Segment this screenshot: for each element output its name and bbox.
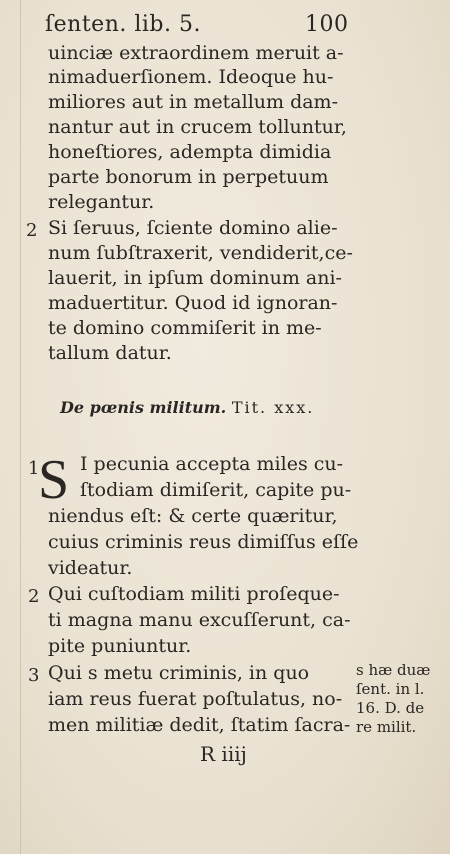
text-line: ſtodiam dimiſerit, capite pu-: [80, 479, 352, 501]
folio-number: 100: [305, 12, 349, 37]
text-line: cuius criminis reus dimiſſus eſſe: [48, 531, 359, 553]
text-line: I pecunia accepta miles cu-: [80, 453, 344, 475]
section-title-number: Tit. xxx.: [231, 398, 315, 417]
text-line: miliores aut in metallum dam-: [48, 91, 338, 113]
text-line: niendus eſt: & certe quæritur,: [48, 505, 338, 527]
page-gutter-line: [20, 0, 21, 854]
margin-note-line: ſent. in l.: [356, 680, 425, 698]
section-title: [60, 400, 314, 416]
text-line: iam reus fuerat poſtulatus, no-: [48, 688, 343, 710]
margin-note-line: re milit.: [356, 718, 417, 736]
paragraph-number: 3: [28, 665, 40, 686]
paragraph-number: 2: [26, 220, 38, 241]
text-line: honeſtiores, adempta dimidia: [48, 141, 332, 163]
drop-capital: S: [38, 449, 70, 511]
text-line: lauerit, in ipſum dominum ani-: [48, 267, 342, 289]
text-line: te domino commiſerit in me-: [48, 317, 322, 339]
text-line: maduertitur. Quod id ignoran-: [48, 292, 338, 314]
text-line: nantur aut in crucem tolluntur,: [48, 116, 347, 138]
paragraph-number: 2: [28, 586, 40, 607]
text-line: Si ſeruus, ſciente domino alie-: [48, 217, 338, 239]
text-line: pite puniuntur.: [48, 635, 192, 657]
text-line: num ſubſtraxerit, vendiderit,ce-: [48, 242, 353, 264]
section-title-text: De pœnis militum.: [60, 398, 227, 417]
text-line: uinciæ extraordinem meruit a-: [48, 42, 344, 64]
margin-note-line: s hæ duæ: [356, 661, 431, 679]
text-line: Qui cuſtodiam militi proſeque-: [48, 583, 340, 605]
text-line: videatur.: [48, 557, 133, 579]
text-line: relegantur.: [48, 191, 155, 213]
text-line: parte bonorum in perpetuum: [48, 166, 329, 188]
signature-mark: R iiij: [200, 742, 247, 766]
text-line: men militiæ dedit, ſtatim ſacra-: [48, 714, 351, 736]
text-line: Qui s metu criminis, in quo: [48, 662, 310, 684]
running-head: ſenten. lib. 5.: [45, 12, 201, 37]
paragraph-number: 1: [28, 458, 40, 479]
margin-note-line: 16. D. de: [356, 699, 425, 717]
text-line: ti magna manu excuſſerunt, ca-: [48, 609, 351, 631]
text-line: tallum datur.: [48, 342, 172, 364]
text-line: nimaduerſionem. Ideoque hu-: [48, 66, 334, 88]
